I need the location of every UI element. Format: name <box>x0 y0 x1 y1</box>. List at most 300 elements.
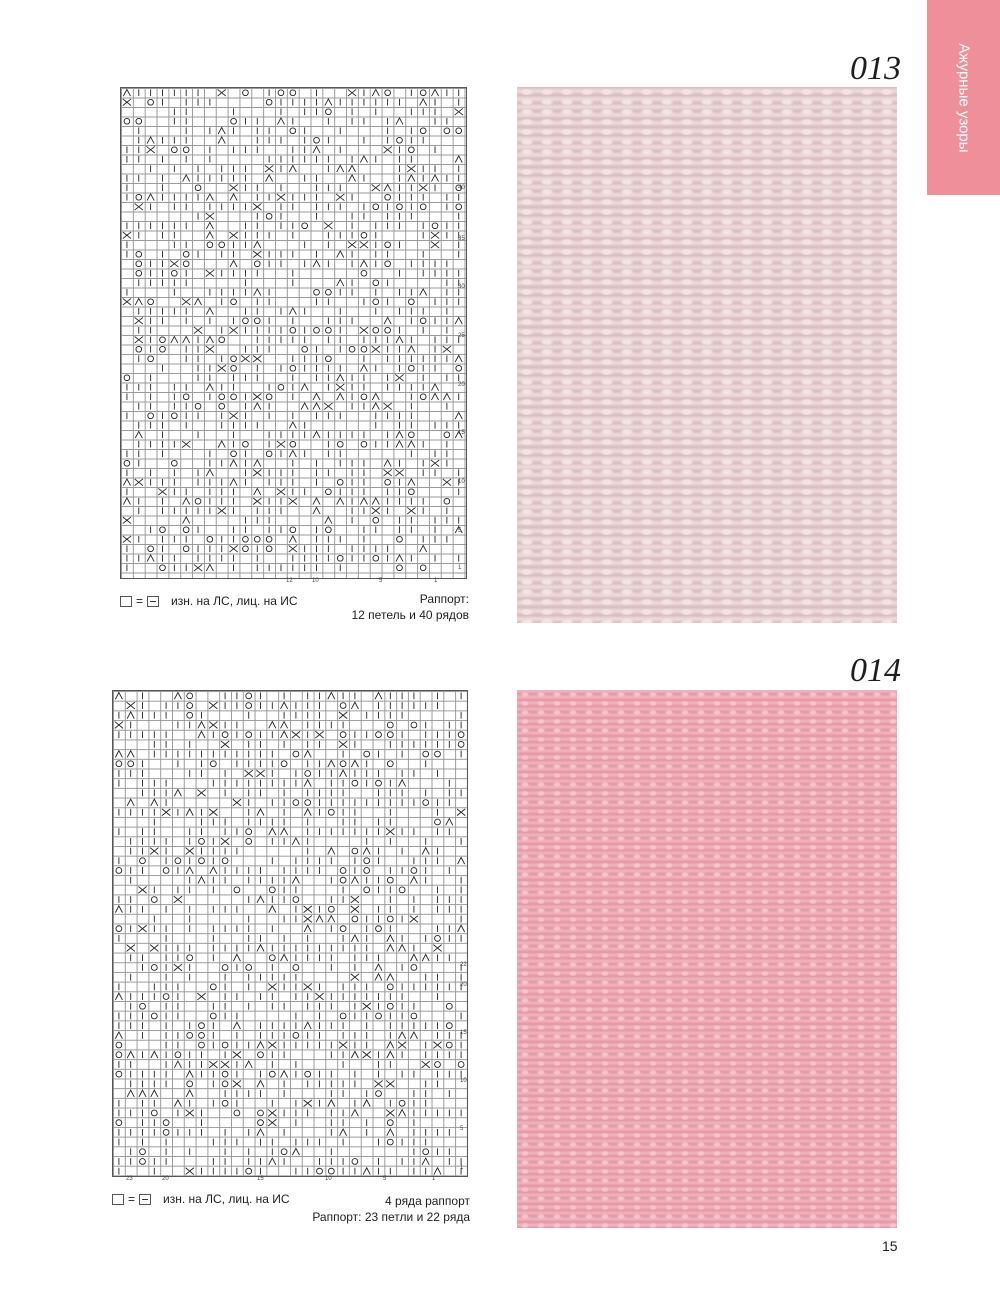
decrease-symbol <box>269 828 276 835</box>
decrease-symbol <box>127 751 134 758</box>
yarn-over-symbol <box>222 1042 228 1048</box>
cross-symbol <box>182 441 190 448</box>
decrease-symbol <box>147 555 154 562</box>
yarn-over-symbol <box>266 536 272 542</box>
yarn-over-symbol <box>326 356 332 362</box>
decrease-symbol <box>198 722 205 729</box>
decrease-symbol <box>360 365 367 372</box>
decrease-symbol <box>230 460 237 467</box>
yarn-over-symbol <box>116 1071 122 1077</box>
yarn-over-symbol <box>314 137 320 143</box>
yarn-over-symbol <box>340 732 346 738</box>
cross-symbol <box>395 469 403 476</box>
decrease-symbol <box>349 165 356 172</box>
yarn-over-symbol <box>305 800 311 806</box>
decrease-symbol <box>399 945 406 952</box>
repeat-info-013 <box>352 591 470 623</box>
yarn-over-symbol <box>385 261 391 267</box>
decrease-symbol <box>337 251 344 258</box>
decrease-symbol <box>174 789 181 796</box>
decrease-symbol <box>281 702 288 709</box>
yarn-over-symbol <box>349 346 355 352</box>
decrease-symbol <box>230 260 237 267</box>
repeat-value: Раппорт: 23 петли и 22 ряда <box>312 1210 470 1224</box>
cross-symbol <box>289 498 297 505</box>
decrease-symbol <box>458 925 465 932</box>
decrease-symbol <box>186 867 193 874</box>
decrease-symbol <box>304 809 311 816</box>
decrease-symbol <box>337 165 344 172</box>
row-number: 35 <box>458 236 465 242</box>
yarn-over-symbol <box>397 137 403 143</box>
yarn-over-symbol <box>387 761 393 767</box>
yarn-over-symbol <box>199 1042 205 1048</box>
yarn-over-symbol <box>423 751 429 757</box>
cross-symbol <box>170 260 178 267</box>
cross-symbol <box>324 403 332 410</box>
legend-text: изн. на ЛС, лиц. на ИС <box>163 1192 290 1206</box>
decrease-symbol <box>254 289 261 296</box>
yarn-over-symbol <box>258 1052 264 1058</box>
yarn-over-symbol <box>246 1168 252 1174</box>
cross-symbol <box>194 564 202 571</box>
yarn-over-symbol <box>290 128 296 134</box>
decrease-symbol <box>254 460 261 467</box>
yarn-over-symbol <box>151 897 157 903</box>
yarn-over-symbol <box>446 1003 452 1009</box>
yarn-over-symbol <box>317 1168 323 1174</box>
yarn-over-symbol <box>326 327 332 333</box>
cross-symbol <box>304 1100 312 1107</box>
cross-symbol <box>253 203 261 210</box>
legend-text: изн. на ЛС, лиц. на ИС <box>171 594 298 608</box>
yarn-over-symbol <box>376 926 382 932</box>
decrease-symbol <box>269 722 276 729</box>
decrease-symbol <box>135 298 142 305</box>
yarn-over-symbol <box>269 955 275 961</box>
yarn-over-symbol <box>385 327 391 333</box>
yarn-over-symbol <box>195 403 201 409</box>
yarn-over-symbol <box>207 242 213 248</box>
yarn-over-symbol <box>199 858 205 864</box>
cross-symbol <box>256 770 264 777</box>
cross-symbol <box>221 1061 229 1068</box>
yarn-over-symbol <box>136 261 142 267</box>
decrease-symbol <box>289 165 296 172</box>
decrease-symbol <box>360 156 367 163</box>
yarn-over-symbol <box>387 984 393 990</box>
decrease-symbol <box>257 1042 264 1049</box>
cross-symbol <box>407 507 415 514</box>
decrease-symbol <box>218 127 225 134</box>
cross-symbol <box>268 1119 276 1126</box>
decrease-symbol <box>183 498 190 505</box>
cross-symbol <box>360 241 368 248</box>
knit-swatch-photo-013 <box>517 87 897 623</box>
yarn-over-symbol <box>302 346 308 352</box>
decrease-symbol <box>337 279 344 286</box>
decrease-symbol <box>147 137 154 144</box>
row-number: 30 <box>458 284 465 290</box>
cross-symbol <box>162 809 170 816</box>
yarn-over-symbol <box>187 1081 193 1087</box>
decrease-symbol <box>115 1032 122 1039</box>
yarn-over-symbol <box>136 118 142 124</box>
yarn-over-symbol <box>278 90 284 96</box>
cross-symbol <box>206 213 214 220</box>
yarn-over-symbol <box>420 394 426 400</box>
cross-symbol <box>410 916 418 923</box>
column-number: 1 <box>434 578 438 584</box>
yarn-over-symbol <box>246 829 252 835</box>
cross-symbol <box>123 536 131 543</box>
decrease-symbol <box>420 289 427 296</box>
cross-symbol <box>245 770 253 777</box>
decrease-symbol <box>372 403 379 410</box>
decrease-symbol <box>328 1100 335 1107</box>
repeat-info-014 <box>312 1193 470 1225</box>
yarn-over-symbol <box>352 848 358 854</box>
yarn-over-symbol <box>364 858 370 864</box>
knitting-chart-013 <box>120 87 467 579</box>
decrease-symbol <box>387 935 394 942</box>
decrease-symbol <box>281 722 288 729</box>
yarn-over-symbol <box>246 965 252 971</box>
yarn-over-symbol <box>140 858 146 864</box>
decrease-symbol <box>408 479 415 486</box>
cross-symbol <box>241 355 249 362</box>
yarn-over-symbol <box>420 128 426 134</box>
decrease-symbol <box>387 1042 394 1049</box>
yarn-over-symbol <box>340 877 346 883</box>
cross-symbol <box>127 702 135 709</box>
column-number: 10 <box>325 1176 332 1182</box>
decrease-symbol <box>408 346 415 353</box>
cross-symbol <box>218 365 226 372</box>
column-number: 20 <box>162 1176 169 1182</box>
legend-013 <box>120 594 298 608</box>
cross-symbol <box>150 848 158 855</box>
yarn-over-symbol <box>160 565 166 571</box>
yarn-over-symbol <box>278 384 284 390</box>
yarn-over-symbol <box>234 1110 240 1116</box>
cross-symbol <box>186 848 194 855</box>
row-number: 15 <box>460 1030 467 1036</box>
yarn-over-symbol <box>290 527 296 533</box>
yarn-over-symbol <box>124 118 130 124</box>
yarn-over-symbol <box>411 868 417 874</box>
cross-symbol <box>336 384 344 391</box>
cross-symbol <box>197 993 205 1000</box>
decrease-symbol <box>218 137 225 144</box>
cross-symbol <box>206 346 214 353</box>
cross-symbol <box>174 964 182 971</box>
yarn-over-symbol <box>302 223 308 229</box>
decrease-symbol <box>387 945 394 952</box>
yarn-over-symbol <box>340 868 346 874</box>
cross-symbol <box>324 222 332 229</box>
decrease-symbol <box>304 1022 311 1029</box>
yarn-over-symbol <box>124 375 130 381</box>
decrease-symbol <box>245 1061 252 1068</box>
yarn-over-symbol <box>160 337 166 343</box>
row-number: 20 <box>460 982 467 988</box>
decrease-symbol <box>230 194 237 201</box>
yarn-over-symbol <box>222 858 228 864</box>
decrease-symbol <box>443 393 450 400</box>
yarn-over-symbol <box>326 489 332 495</box>
repeat-value: 12 петель и 40 рядов <box>351 608 469 622</box>
decrease-symbol <box>351 760 358 767</box>
decrease-symbol <box>292 877 299 884</box>
decrease-symbol <box>431 393 438 400</box>
yarn-over-symbol <box>364 868 370 874</box>
section-tab <box>927 0 1000 195</box>
decrease-symbol <box>396 441 403 448</box>
cross-symbol <box>386 828 394 835</box>
cross-symbol <box>229 184 237 191</box>
cross-symbol <box>363 1003 371 1010</box>
cross-symbol <box>268 1042 276 1049</box>
yarn-over-symbol <box>387 916 393 922</box>
cross-symbol <box>186 1168 194 1175</box>
cross-symbol <box>253 355 261 362</box>
decrease-symbol <box>115 993 122 1000</box>
cross-symbol <box>277 194 285 201</box>
cross-symbol <box>197 789 205 796</box>
decrease-symbol <box>372 393 379 400</box>
yarn-over-symbol <box>124 460 130 466</box>
yarn-over-symbol <box>376 732 382 738</box>
yarn-over-symbol <box>183 546 189 552</box>
decrease-symbol <box>396 431 403 438</box>
decrease-symbol <box>127 1051 134 1058</box>
cross-symbol <box>127 945 135 952</box>
yarn-over-symbol <box>151 965 157 971</box>
yarn-over-symbol <box>376 1091 382 1097</box>
yarn-over-symbol <box>231 365 237 371</box>
cross-symbol <box>374 1080 382 1087</box>
yarn-over-symbol <box>352 780 358 786</box>
decrease-symbol <box>292 1148 299 1155</box>
decrease-symbol <box>375 964 382 971</box>
decrease-symbol <box>363 848 370 855</box>
yarn-over-symbol <box>373 299 379 305</box>
cross-symbol <box>457 809 465 816</box>
yarn-over-symbol <box>183 261 189 267</box>
decrease-symbol <box>257 945 264 952</box>
yarn-over-symbol <box>352 916 358 922</box>
decrease-symbol <box>313 507 320 514</box>
yarn-over-symbol <box>446 1023 452 1029</box>
page-number: 15 <box>882 1238 898 1254</box>
decrease-symbol <box>301 403 308 410</box>
cross-symbol <box>383 403 391 410</box>
yarn-over-symbol <box>290 90 296 96</box>
cross-symbol <box>351 974 359 981</box>
yarn-over-symbol <box>408 365 414 371</box>
cross-symbol <box>229 327 237 334</box>
decrease-symbol <box>399 1032 406 1039</box>
yarn-over-symbol <box>446 1042 452 1048</box>
cross-symbol <box>372 184 380 191</box>
yarn-over-symbol <box>435 1062 441 1068</box>
decrease-symbol <box>266 175 273 182</box>
cross-symbol <box>115 722 123 729</box>
decrease-symbol <box>254 241 261 248</box>
equals-sign: = <box>136 594 144 608</box>
yarn-over-symbol <box>423 800 429 806</box>
yarn-over-symbol <box>210 984 216 990</box>
decrease-symbol <box>257 809 264 816</box>
yarn-over-symbol <box>266 546 272 552</box>
yarn-over-symbol <box>290 441 296 447</box>
pattern-number-013: 013 <box>850 50 901 87</box>
yarn-over-symbol <box>408 489 414 495</box>
column-number: 15 <box>257 1176 264 1182</box>
repeat-label: Раппорт: <box>419 592 469 606</box>
decrease-symbol <box>340 770 347 777</box>
cross-symbol <box>304 916 312 923</box>
yarn-over-symbol <box>361 346 367 352</box>
yarn-over-symbol <box>254 318 260 324</box>
yarn-over-symbol <box>281 761 287 767</box>
yarn-over-symbol <box>408 432 414 438</box>
legend-empty-cell-icon <box>112 1194 124 1205</box>
decrease-symbol <box>304 751 311 758</box>
decrease-symbol <box>206 384 213 391</box>
decrease-symbol <box>115 751 122 758</box>
cross-symbol <box>253 498 261 505</box>
decrease-symbol <box>396 118 403 125</box>
decrease-symbol <box>292 838 299 845</box>
decrease-symbol <box>351 877 358 884</box>
yarn-over-symbol <box>373 327 379 333</box>
decrease-symbol <box>375 692 382 699</box>
yarn-over-symbol <box>175 1052 181 1058</box>
decrease-symbol <box>127 1090 134 1097</box>
legend-purl-cell-icon <box>147 596 159 607</box>
decrease-symbol <box>257 1129 264 1136</box>
yarn-over-symbol <box>136 346 142 352</box>
yarn-over-symbol <box>171 460 177 466</box>
yarn-over-symbol <box>432 223 438 229</box>
decrease-symbol <box>183 175 190 182</box>
decrease-symbol <box>387 1051 394 1058</box>
cross-symbol <box>277 441 285 448</box>
yarn-over-symbol <box>116 1120 122 1126</box>
decrease-symbol <box>233 1022 240 1029</box>
yarn-over-symbol <box>337 479 343 485</box>
yarn-over-symbol <box>243 546 249 552</box>
decrease-symbol <box>269 1158 276 1165</box>
decrease-symbol <box>340 1129 347 1136</box>
decrease-symbol <box>186 1090 193 1097</box>
row-number: 15 <box>458 430 465 436</box>
column-numbers-014 <box>112 1176 466 1184</box>
decrease-symbol <box>186 809 193 816</box>
yarn-over-symbol <box>266 99 272 105</box>
decrease-symbol <box>337 498 344 505</box>
yarn-over-symbol <box>266 451 272 457</box>
decrease-symbol <box>304 780 311 787</box>
chart-symbols-014 <box>113 691 467 1176</box>
legend-purl-cell-icon <box>139 1194 151 1205</box>
cross-symbol <box>277 488 285 495</box>
yarn-over-symbol <box>266 394 272 400</box>
repeat-note: 4 ряда раппорт <box>385 1194 470 1208</box>
decrease-symbol <box>281 828 288 835</box>
decrease-symbol <box>198 877 205 884</box>
cross-symbol <box>339 741 347 748</box>
cross-symbol <box>150 945 158 952</box>
yarn-over-symbol <box>408 299 414 305</box>
decrease-symbol <box>151 1090 158 1097</box>
yarn-over-symbol <box>373 555 379 561</box>
decrease-symbol <box>422 1158 429 1165</box>
yarn-over-symbol <box>328 809 334 815</box>
cross-symbol <box>383 469 391 476</box>
yarn-over-symbol <box>199 1032 205 1038</box>
decrease-symbol <box>123 89 130 96</box>
decrease-symbol <box>313 260 320 267</box>
yarn-over-symbol <box>361 441 367 447</box>
column-number: 10 <box>312 578 319 584</box>
yarn-over-symbol <box>435 935 441 941</box>
cross-symbol <box>206 270 214 277</box>
decrease-symbol <box>313 403 320 410</box>
yarn-over-symbol <box>140 1159 146 1165</box>
column-number: 23 <box>126 1176 133 1182</box>
decrease-symbol <box>174 1061 181 1068</box>
decrease-symbol <box>289 422 296 429</box>
yarn-over-symbol <box>281 1149 287 1155</box>
decrease-symbol <box>384 460 391 467</box>
cross-symbol <box>209 722 217 729</box>
yarn-over-symbol <box>148 356 154 362</box>
yarn-over-symbol <box>364 751 370 757</box>
yarn-over-symbol <box>222 1081 228 1087</box>
legend-014 <box>112 1192 290 1206</box>
yarn-over-symbol <box>116 1052 122 1058</box>
row-numbers-014 <box>460 962 472 1172</box>
decrease-symbol <box>325 99 332 106</box>
yarn-over-symbol <box>116 926 122 932</box>
yarn-over-symbol <box>210 761 216 767</box>
yarn-over-symbol <box>231 394 237 400</box>
decrease-symbol <box>183 517 190 524</box>
cross-symbol <box>372 346 380 353</box>
yarn-over-symbol <box>399 1100 405 1106</box>
yarn-over-symbol <box>160 346 166 352</box>
row-numbers-013 <box>458 185 470 575</box>
cross-symbol <box>360 327 368 334</box>
decrease-symbol <box>328 848 335 855</box>
yarn-over-symbol <box>140 1003 146 1009</box>
yarn-over-symbol <box>373 280 379 286</box>
decrease-symbol <box>337 393 344 400</box>
decrease-symbol <box>434 1168 441 1175</box>
decrease-symbol <box>422 954 429 961</box>
cross-symbol <box>174 896 182 903</box>
yarn-over-symbol <box>326 109 332 115</box>
decrease-symbol <box>127 799 134 806</box>
yarn-over-symbol <box>243 536 249 542</box>
yarn-over-symbol <box>187 1032 193 1038</box>
cross-symbol <box>229 545 237 552</box>
yarn-over-symbol <box>219 403 225 409</box>
decrease-symbol <box>351 1110 358 1117</box>
